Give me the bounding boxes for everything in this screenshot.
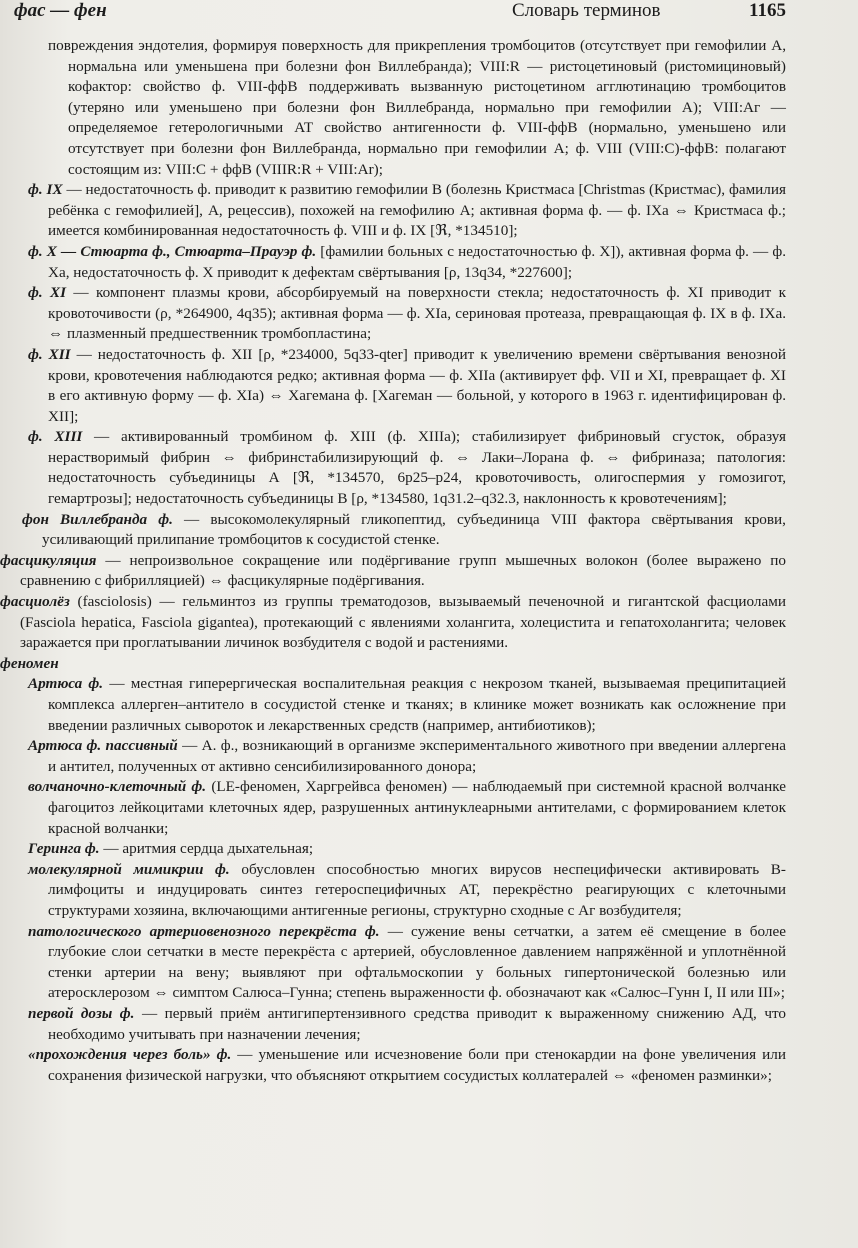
- entry-factor-xi: ф. XI — компонент плазмы крови, абсорбируемый на поверхности стекла; недостаточность ф. XI приводит к кровоточивости (ρ, *264900, 4q35); активная форма — ф. XIa, сериновая протеаза, превращающая ф. IX в ф. IXa. ⇔ плазменный предшественник тромбопластина;: [28, 284, 786, 343]
- headword: фон Виллебранда ф.: [22, 510, 173, 528]
- page-number: 1165: [749, 0, 786, 21]
- entry-av-crossing: патологического артериовенозного перекрёста ф. — сужение вены сетчатки, а затем её смещение в более глубокие слои сетчатки в месте перекрёста с артерией, обусловленное давлением напряжённой и уплотнённой стенки артерии на вену; выявляют при офтальмоскопии у больных гипертонической болезнью или атеросклерозом ⇔ симптом Салюса–Гунна; степень выраженности ф. обозначают как «Салюс–Гунн I, II или III»;: [28, 922, 786, 1002]
- entry-walk-through: «прохождения через боль» ф. — уменьшение или исчезновение боли при стенокардии на фоне увеличения или сохранения физической нагрузки, что объясняют открытием сосудистых коллатералей ⇔ «феномен разминки»;: [28, 1046, 786, 1084]
- entry-molecular-mimicry: молекулярной мимикрии ф. обусловлен способностью многих вирусов неспецифически активировать В-лимфоциты и индуцировать синтез гетероспецифичных АТ, перекрёстно реагирующих с клеточными структурами хозяина, включающими антигенные регионы, структурно сходные с Аг возбудителя;: [28, 860, 786, 919]
- dictionary-body: [0, 36, 858, 1086]
- entry-factor-x: ф. X — Стюарта ф., Стюарта–Прауэр ф. [фамилии больных с недостаточностью ф. X]), активная форма ф. — ф. Xa, недостаточность ф. X приводит к дефектам свёртывания [ρ, 13q34, *227600];: [28, 242, 787, 281]
- headword: молекулярной мимикрии ф.: [28, 860, 230, 878]
- running-head-range: фас — фен: [14, 0, 107, 21]
- entry-factor-xii: ф. XII — недостаточность ф. XII [ρ, *234000, 5q33-qter] приводит к увеличению времени свёртывания венозной крови, кровотечения наблюдаются редко; активная форма — ф. XIIa (активирует фф. VII и XI, превращает ф. XI в его активную форму — ф. XIa) ⇔ Хагемана ф. [Хагеман — больной, у которого в 1963 г. идентифицирован ф. XII];: [28, 345, 786, 425]
- headword: ф. XIII: [28, 428, 83, 446]
- entry-arthus: Артюса ф. — местная гиперергическая воспалительная реакция с некрозом тканей, вызываемая преципитацией комплекса аллерген–антитело в сосудистой стенке и тканях; в клинике может возникать как осложнение при введении различных сывороток и лекарственных средств (например, антибиотиков);: [28, 675, 786, 734]
- headword: ф. X — Стюарта ф., Стюарта–Прауэр ф.: [28, 242, 317, 260]
- headword: волчаночно-клеточный ф.: [28, 778, 207, 796]
- entry-continuation: повреждения эндотелия, формируя поверхность для прикрепления тромбоцитов (отсутствует при гемофилии А, нормальна или уменьшена при болезни фон Виллебранда); VIII:R — ристоцетиновый (ристомициновый) кофактор: свойство ф. VIII-ффВ поддерживать вызванную ристоцетином агглютинацию тромбоцитов (утеряно или уменьшено при болезни фон Виллебранда, нормально при гемофилии А); VIII:Аг — определяемое гетерологичными АТ свойство антигенности ф. VIII-ффВ (нормально, уменьшено или отсутствует при болезни фон Виллебранда, нормально при гемофилии А; ф. VIII (VIII:C)-ффВ: полагают состоящим из: VIII:C + ффВ (VIIIR:R + VIII:Ar);: [48, 37, 786, 178]
- entry-first-dose: первой дозы ф. — первый приём антигипертензивного средства приводит к выраженному снижению АД, что необходимо учитывать при назначении лечения;: [28, 1004, 786, 1043]
- headword: Геринга ф.: [28, 840, 100, 858]
- headword: фасцикуляция: [0, 551, 97, 569]
- running-head-title: Словарь терминов: [512, 0, 661, 21]
- entry-le-cell: волчаночно-клеточный ф. (LE-феномен, Харгрейвса феномен) — наблюдаемый при системной красной волчанке фагоцитоз лейкоцитами клеточных ядер, разрушенных антинуклеарными антителами, с формированием клеток красной волчанки;: [28, 778, 786, 837]
- entry-factor-xiii: ф. XIII — активированный тромбином ф. XIII (ф. XIIIa); стабилизирует фибриновый сгусток, образуя нерастворимый фибрин ⇔ фибринстабилизирующий ф. ⇔ Лаки–Лорана ф. ⇔ фибриназа; патология: недостаточность субъединицы А [ℜ, *134570, 6p25–p24, кровоточивость, олигоспермия у гомозигот, гемартрозы]; недостаточность субъединицы В [ρ, *134580, 1q31.2–q32.3, наклонность к кровотечениям];: [28, 428, 786, 508]
- entry-fascioliasis: фасциолёз (fasciolosis) — гельминтоз из группы трематодозов, вызываемый печеночной и гигантской фасциолами (Fasciola hepatica, Fasciola gigantea), протекающий с явлениями холангита, холецистита и гепатохолангита; человек заражается при проглатывании личинок возбудителя с водой и растениями.: [0, 593, 786, 652]
- headword: Артюса ф.: [28, 675, 104, 693]
- headword: ф. XI: [28, 284, 67, 302]
- entry-arthus-passive: Артюса ф. пассивный — А. ф., возникающий в организме экспериментального животного при введении аллергена и антител, полученных от активно сенсибилизированного донора;: [28, 737, 786, 775]
- headword: феномен: [0, 654, 59, 672]
- headword: ф. IX: [28, 181, 63, 199]
- entry-factor-ix: ф. IX — недостаточность ф. приводит к развитию гемофилии В (болезнь Кристмаса [Christmas (Кристмас), фамилия ребёнка с гемофилией], А, рецессив), похожей на гемофилию А; активная форма ф. — ф. IXa ⇔ Кристмаса ф.; имеется комбинированная недостаточность ф. VIII и ф. IX [ℜ, *134510];: [28, 181, 786, 240]
- headword: патологического артериовенозного перекрёста ф.: [28, 922, 380, 940]
- page-header: [14, 0, 786, 26]
- entry-phenomenon: [0, 654, 858, 675]
- headword: первой дозы ф.: [28, 1004, 135, 1022]
- headword: фасциолёз: [0, 593, 70, 611]
- entry-fasciculation: фасцикуляция — непроизвольное сокращение или подёргивание групп мышечных волокон (более выражено по сравнению с фибрилляцией) ⇔ фасцикулярные подёргивания.: [0, 551, 786, 590]
- headword: ф. XII: [28, 345, 71, 363]
- entry-von-willebrand: фон Виллебранда ф. — высокомолекулярный гликопептид, субъединица VIII фактора свёртывания крови, усиливающий прилипание тромбоцитов к сосудистой стенке.: [22, 510, 786, 549]
- headword: «прохождения через боль» ф.: [28, 1046, 232, 1064]
- headword: Артюса ф. пассивный: [28, 737, 178, 755]
- entry-hering: Геринга ф. — аритмия сердца дыхательная;: [28, 840, 314, 858]
